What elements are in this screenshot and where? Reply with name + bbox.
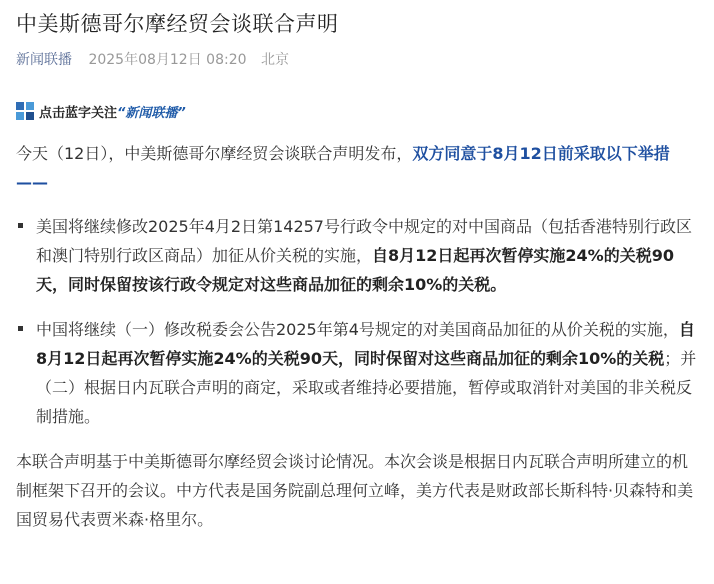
intro-paragraph [16,139,698,197]
logo-square [26,112,34,120]
item1-text: 美国将继续修改2025年4月2日第14257号行政令中规定的对中国商品（包括香港特别行政区和澳门特别行政区商品）加征从价关税的实施， [36,217,692,265]
article-meta [16,50,698,70]
intro-highlight: 双方同意于8月12日前采取以下举措—— [16,144,670,192]
bullet-icon [18,326,23,331]
closing-paragraph: 本联合声明基于中美斯德哥尔摩经贸会谈讨论情况。本次会谈是根据日内瓦联合声明所建立的机制框架下召开的会议。中方代表是国务院副总理何立峰，美方代表是财政部长斯科特·贝森特和美国贸易代表贾米森·格里尔。 [16,452,694,529]
logo-square [16,112,24,120]
article-title: 中美斯德哥尔摩经贸会谈联合声明 [16,12,339,36]
item2-text-a: 中国将继续（一）修改税委会公告2025年第4号规定的对美国商品加征的从价关税的实施， [36,320,679,339]
item2-bold: 自8月12日起再次暂停实施24%的关税90天，同时保留对这些商品加征的剩余10%的关税 [36,320,695,368]
list-item-text [36,212,698,299]
logo-square [16,102,24,110]
intro-text: 今天（12日），中美斯德哥尔摩经贸会谈联合声明发布， [16,144,413,163]
follow-account: “新闻联播” [117,105,186,121]
follow-text [39,102,186,121]
bullet-icon [18,223,23,228]
follow-banner[interactable] [16,100,698,122]
measures-list [16,212,698,431]
publish-date: 2025年08月12日 08:20 [88,52,247,68]
item2-text-b: ；并（二）根据日内瓦联合声明的商定，采取或者维持必要措施，暂停或取消针对美国的非关税反制措施。 [36,349,697,426]
list-item [16,315,698,431]
item1-bold: 自8月12日起再次暂停实施24%的关税90天，同时保留按该行政令规定对这些商品加征的剩余10%的关税。 [36,246,674,294]
source-link[interactable]: 新闻联播 [16,52,72,68]
list-item-text [36,315,698,431]
windows-logo-icon [16,102,34,120]
follow-prefix: 点击蓝字关注 [39,105,118,121]
list-item [16,212,698,299]
logo-square [26,102,34,110]
publish-location: 北京 [260,52,289,68]
